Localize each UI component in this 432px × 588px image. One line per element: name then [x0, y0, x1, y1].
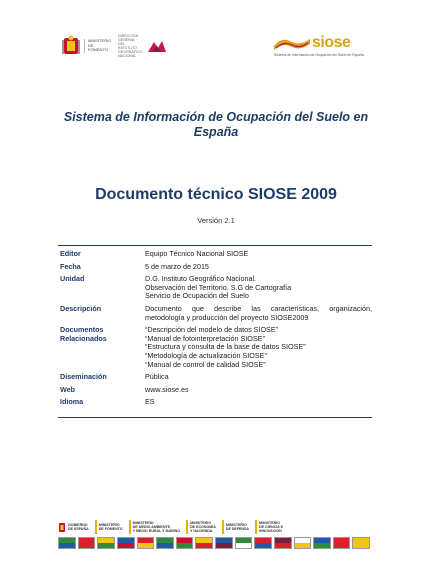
regional-flag-icon — [294, 537, 312, 549]
metadata-label: Editor — [60, 249, 81, 258]
regional-flag-icon — [254, 537, 272, 549]
regional-flag-icon — [274, 537, 292, 549]
siose-logo — [272, 34, 370, 62]
metadata-row-fecha — [60, 263, 372, 272]
regional-flag-icon — [195, 537, 213, 549]
spain-coat-of-arms-icon — [62, 35, 80, 57]
metadata-label: Diseminación — [60, 372, 107, 382]
siose-logo-word: siose — [312, 34, 351, 51]
document-version: Versión 2.1 — [197, 216, 235, 225]
regional-flag-icon — [235, 537, 253, 549]
regional-flag-icon — [215, 537, 233, 549]
footer-logos — [58, 519, 370, 535]
regional-flag-icon — [176, 537, 194, 549]
metadata-row-descripcion — [60, 305, 372, 322]
footer-logo-fomento: MINISTERIO DE FOMENTO — [95, 520, 123, 534]
spain-coat-of-arms-icon — [58, 522, 66, 533]
regional-flag-icon — [156, 537, 174, 549]
ministry-logo-text: MINISTERIO DE FOMENTO — [84, 39, 114, 53]
metadata-value[interactable] — [145, 386, 372, 395]
footer-logo-medio-ambiente: MINISTERIO DE MEDIO AMBIENTE, Y MEDIO RURAL Y MARINO — [129, 520, 180, 534]
metadata-label: Fecha — [60, 261, 81, 271]
metadata-top-rule — [58, 245, 372, 246]
metadata-row-web — [60, 386, 372, 395]
metadata-table — [60, 250, 372, 411]
regional-flag-icon — [352, 537, 370, 549]
metadata-label: Idioma — [60, 397, 84, 407]
footer-logo-gobierno: GOBIERNO DE ESPAÑA — [58, 520, 89, 534]
metadata-row-idioma — [60, 398, 372, 407]
siose-logo-tagline: Sistema de Información de Ocupación del Suelo en España — [274, 53, 364, 57]
siose-wave-icon — [272, 36, 312, 52]
regional-flag-icon — [313, 537, 331, 549]
regional-flag-icon — [78, 537, 96, 549]
metadata-label: Descripción — [60, 303, 102, 313]
regional-flags-strip — [58, 537, 370, 549]
regional-flag-icon — [117, 537, 135, 549]
regional-flag-icon — [58, 537, 76, 549]
metadata-value: Documento que describe las características, organización, metodología y producción del proyecto SIOSE2009 — [145, 303, 372, 322]
footer-logo-defensa: MINISTERIO DE DEFENSA — [222, 520, 249, 534]
regional-flag-icon — [97, 537, 115, 549]
metadata-value: D.G. Instituto Geográfico Nacional. Observación del Territorio. S.G de Cartografía Servicio de Ocupación del Suelo — [145, 274, 292, 301]
metadata-value: “Descripción del modelo de datos SIOSE” “Manual de fotointerpretación SIOSE” “Estructura y consulta de la base de datos SIOSE” “Metodología de actualización SIOSE” “Manual de control de calidad SIOSE” — [145, 325, 306, 369]
metadata-bottom-rule — [58, 417, 372, 418]
metadata-row-editor — [60, 250, 372, 259]
metadata-label: Unidad — [60, 274, 85, 284]
metadata-value: Equipo Técnico Nacional SIOSE — [145, 249, 249, 258]
metadata-label: Documentos Relacionados — [60, 325, 107, 343]
regional-flag-icon — [333, 537, 351, 549]
metadata-value: ES — [145, 397, 155, 407]
metadata-row-documentos — [60, 326, 372, 369]
metadata-row-unidad — [60, 275, 372, 301]
ministry-logo — [62, 33, 170, 59]
metadata-value: Pública — [145, 372, 169, 382]
regional-flag-icon — [137, 537, 155, 549]
document-title: Documento técnico SIOSE 2009 — [95, 186, 337, 203]
ign-logo-icon — [146, 38, 168, 54]
footer-logo-economia: MINISTERIO DE ECONOMÍA Y HACIENDA — [186, 520, 216, 534]
metadata-row-diseminacion — [60, 373, 372, 382]
metadata-value: 5 de marzo de 2015 — [145, 261, 209, 271]
web-link[interactable]: www.siose.es — [145, 384, 189, 394]
document-subtitle: Sistema de Información de Ocupación del Suelo en España — [63, 110, 369, 139]
metadata-label: Web — [60, 384, 76, 394]
ign-logo-text: DIRECCIÓN GENERAL DEL INSTITUTO GEOGRÁFICO NACIONAL — [118, 34, 143, 58]
footer-logo-ciencia: MINISTERIO DE CIENCIA E INNOVACIÓN — [255, 520, 283, 534]
